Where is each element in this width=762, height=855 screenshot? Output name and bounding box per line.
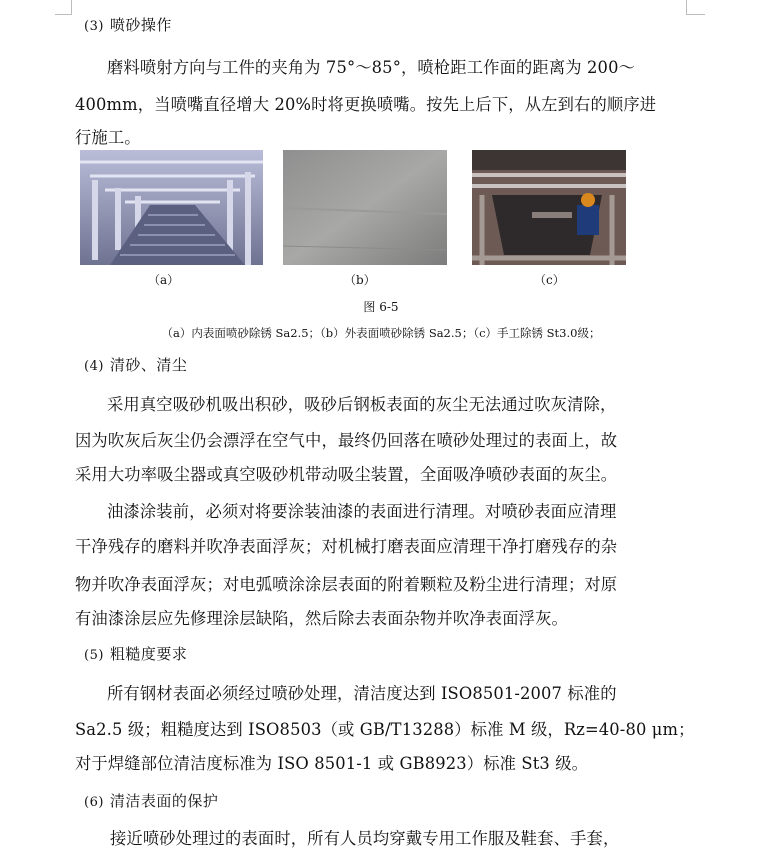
paragraph-line: 所有钢材表面必须经过喷砂处理，清洁度达到 ISO8501-2007 标准的 xyxy=(107,684,617,703)
section-title: 喷砂操作 xyxy=(109,16,172,34)
margin-mark-top-right xyxy=(686,0,705,15)
paragraph-line: 物并吹净表面浮灰；对电弧喷涂涂层表面的附着颗粒及粉尘进行清理；对原 xyxy=(75,575,618,594)
figure-title: 图 6-5 xyxy=(363,300,399,314)
paragraph-line: 对于焊缝部位清洁度标准为 ISO 8501-1 或 GB8923）标准 St3 级。 xyxy=(75,754,589,773)
figure-label-c: （c） xyxy=(534,273,565,287)
section-title: 清洁表面的保护 xyxy=(109,792,219,810)
section-heading-6 xyxy=(84,790,218,811)
section-heading-5 xyxy=(84,643,187,664)
paragraph-line: 油漆涂装前，必须对将要涂装油漆的表面进行清理。对喷砂表面应清理 xyxy=(107,502,617,521)
paragraph-line: 有油漆涂层应先修理涂层缺陷，然后除去表面杂物并吹净表面浮灰。 xyxy=(75,609,568,628)
paragraph-line: 磨料喷射方向与工件的夹角为 75°～85°，喷枪距工作面的距离为 200～ xyxy=(107,58,636,77)
section-title: 粗糙度要求 xyxy=(109,645,188,663)
paragraph-line: 400mm，当喷嘴直径增大 20%时将更换喷嘴。按先上后下，从左到右的顺序进 xyxy=(75,95,657,114)
figure-label-b: （b） xyxy=(344,273,376,287)
paragraph-line: 采用真空吸砂机吸出积砂，吸砂后钢板表面的灰尘无法通过吹灰清除， xyxy=(107,395,617,414)
paragraph-line: 接近喷砂处理过的表面时，所有人员均穿戴专用工作服及鞋套、手套， xyxy=(110,829,620,848)
margin-mark-top-left xyxy=(55,0,72,15)
section-number: (5) xyxy=(84,648,104,663)
section-number: (6) xyxy=(84,795,104,810)
paragraph-line: 干净残存的磨料并吹净表面浮灰；对机械打磨表面应清理干净打磨残存的杂 xyxy=(75,537,618,556)
section-heading-3 xyxy=(84,14,172,35)
figure-photo-b xyxy=(283,150,447,265)
figure-photo-a xyxy=(80,150,263,265)
figure-photo-c xyxy=(472,150,626,265)
section-number: (4) xyxy=(84,359,104,374)
paragraph-line: 行施工。 xyxy=(75,128,141,147)
paragraph-line: Sa2.5 级；粗糙度达到 ISO8503（或 GB/T13288）标准 M 级，Rz=40-80 μm； xyxy=(75,720,695,739)
figure-label-a: （a） xyxy=(148,273,180,287)
section-heading-4 xyxy=(84,354,187,375)
paragraph-line: 采用大功率吸尘器或真空吸砂机带动吸尘装置，全面吸净喷砂表面的灰尘。 xyxy=(75,465,618,484)
section-number: (3) xyxy=(84,19,104,34)
section-title: 清砂、清尘 xyxy=(109,356,188,374)
paragraph-line: 因为吹灰后灰尘仍会漂浮在空气中，最终仍回落在喷砂处理过的表面上，故 xyxy=(75,431,618,450)
figure-caption: （a）内表面喷砂除锈 Sa2.5；（b）外表面喷砂除锈 Sa2.5；（c）手工除锈 St3.0级； xyxy=(161,326,601,340)
